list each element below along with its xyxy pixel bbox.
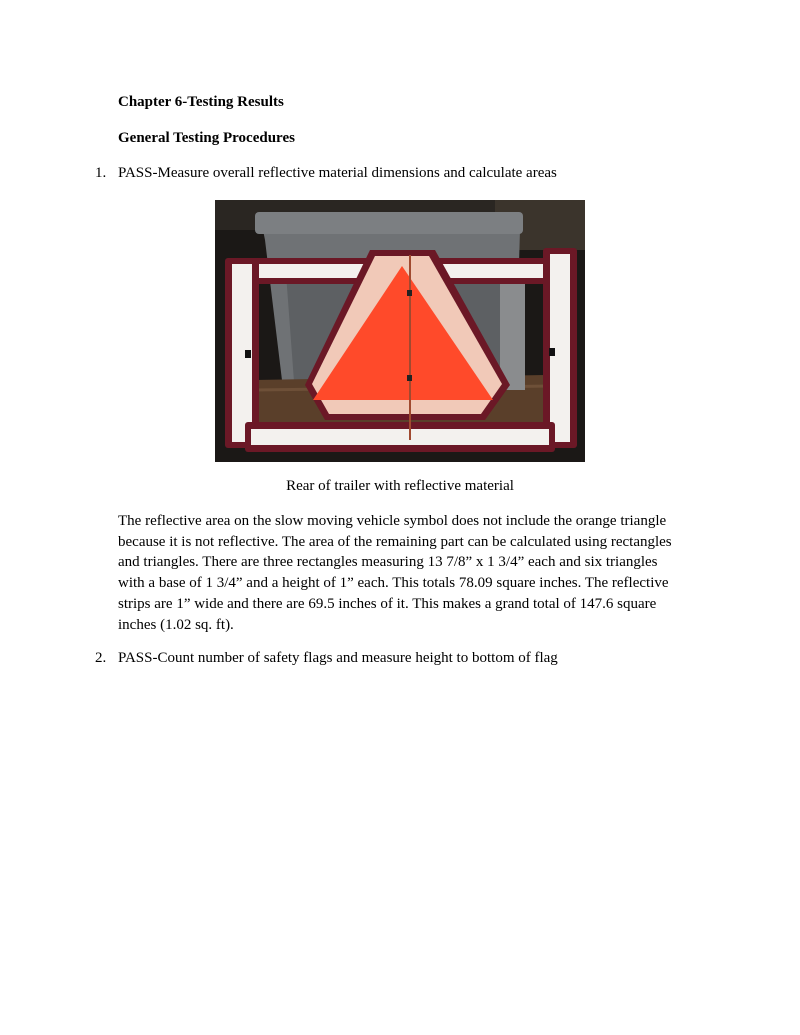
figure-caption: Rear of trailer with reflective material bbox=[286, 478, 514, 494]
paragraph-text: The reflective area on the slow moving vehicle symbol does not include the orange triangle because it is not reflective. The area of the remaining part can be calculated using rectangles and triangles. There are three rectangles measuring 13 7/8” x 1 3/4” each and six triangles with a base of 1 3/4” and a height of 1” each. This totals 78.09 square inches. The reflective strips are 1” wide and there are 69.5 inches of it. This makes a grand total of 147.6 square inches (1.02 sq. ft). bbox=[118, 513, 672, 633]
trailer-photo bbox=[215, 200, 585, 462]
list-item-text: PASS-Measure overall reflective material dimensions and calculate areas bbox=[118, 165, 557, 181]
chapter-title: Chapter 6-Testing Results bbox=[118, 94, 284, 110]
list-item bbox=[95, 165, 557, 182]
section-title: General Testing Procedures bbox=[118, 130, 295, 146]
trailer-photo-illustration bbox=[215, 200, 585, 462]
list-item-number: 2. bbox=[95, 650, 107, 666]
list-item bbox=[95, 650, 558, 667]
list-item-text: PASS-Count number of safety flags and measure height to bottom of flag bbox=[118, 650, 558, 666]
list-item-number: 1. bbox=[95, 165, 107, 181]
body-paragraph bbox=[118, 511, 678, 635]
